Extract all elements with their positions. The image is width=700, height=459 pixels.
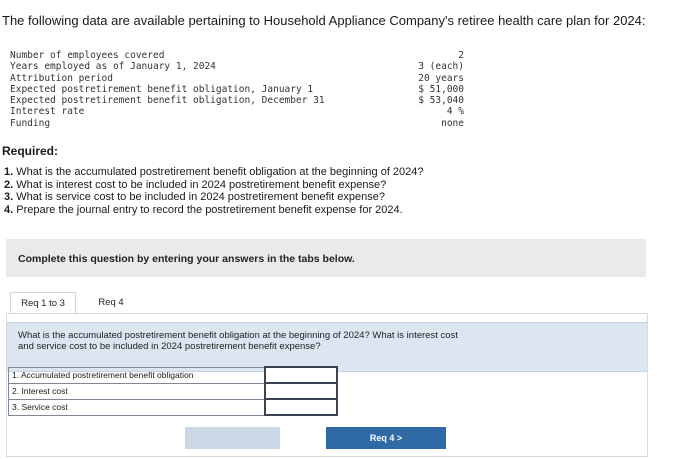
- data-label: Years employed as of January 1, 2024: [10, 61, 216, 73]
- previous-button[interactable]: [185, 427, 280, 449]
- next-req-4-button[interactable]: Req 4 >: [326, 427, 446, 449]
- data-value: 3 (each): [418, 61, 464, 73]
- data-label: Expected postretirement benefit obligation, January 1: [10, 83, 314, 95]
- data-value: $ 51,000: [418, 83, 464, 95]
- data-label: Number of employees covered: [10, 50, 165, 61]
- question-number: 3.: [4, 191, 14, 204]
- instruction-text: Complete this question by entering your answers in the tabs below.: [18, 253, 355, 265]
- answer-label: 3. Service cost: [9, 399, 266, 415]
- answer-label: 2. Interest cost: [9, 383, 266, 399]
- data-labels: [10, 50, 325, 129]
- tab-req-1-to-3[interactable]: Req 1 to 3: [10, 292, 76, 314]
- data-value: none: [441, 117, 464, 129]
- data-value: 20 years: [418, 72, 464, 84]
- data-value: 4 %: [446, 106, 464, 118]
- table-row: [9, 399, 338, 415]
- panel-question: What is the accumulated postretirement benefit obligation at the beginning of 2024? What is interest cost and service cost to be included in 2024 postretirement benefit expense?: [18, 330, 458, 352]
- question-item: [4, 166, 424, 179]
- question-text: What is interest cost to be included in 2024 postretirement benefit expense?: [16, 178, 387, 191]
- question-text: What is service cost to be included in 2024 postretirement benefit expense?: [16, 191, 385, 204]
- data-label: Funding: [10, 117, 51, 129]
- data-label: Expected postretirement benefit obligation, December 31: [10, 95, 325, 107]
- data-value: $ 53,040: [418, 95, 464, 107]
- question-number: 2.: [4, 178, 14, 191]
- table-row: [9, 383, 338, 399]
- answer-label: 1. Accumulated postretirement benefit obligation: [9, 367, 266, 383]
- required-heading: Required:: [2, 144, 59, 158]
- data-values: [418, 50, 464, 129]
- question-item: [4, 179, 424, 192]
- question-number: 1.: [4, 166, 14, 178]
- service-cost-input[interactable]: [265, 399, 337, 415]
- answer-table: [8, 366, 338, 416]
- data-value: 2: [458, 50, 464, 61]
- accumulated-obligation-input[interactable]: [265, 367, 337, 383]
- data-label: Interest rate: [10, 106, 85, 118]
- problem-intro: The following data are available pertaining to Household Appliance Company's retiree health care plan for 2024:: [2, 13, 646, 28]
- question-text: What is the accumulated postretirement benefit obligation at the beginning of 2024?: [16, 166, 424, 178]
- question-list: [4, 166, 424, 216]
- tab-req-4[interactable]: Req 4: [98, 297, 124, 308]
- data-label: Attribution period: [10, 72, 113, 84]
- table-row: [9, 367, 338, 383]
- question-item: [4, 204, 424, 217]
- question-item: [4, 191, 424, 204]
- question-number: 4.: [4, 203, 14, 216]
- interest-cost-input[interactable]: [265, 383, 337, 399]
- question-text: Prepare the journal entry to record the postretirement benefit expense for 2024.: [16, 203, 403, 216]
